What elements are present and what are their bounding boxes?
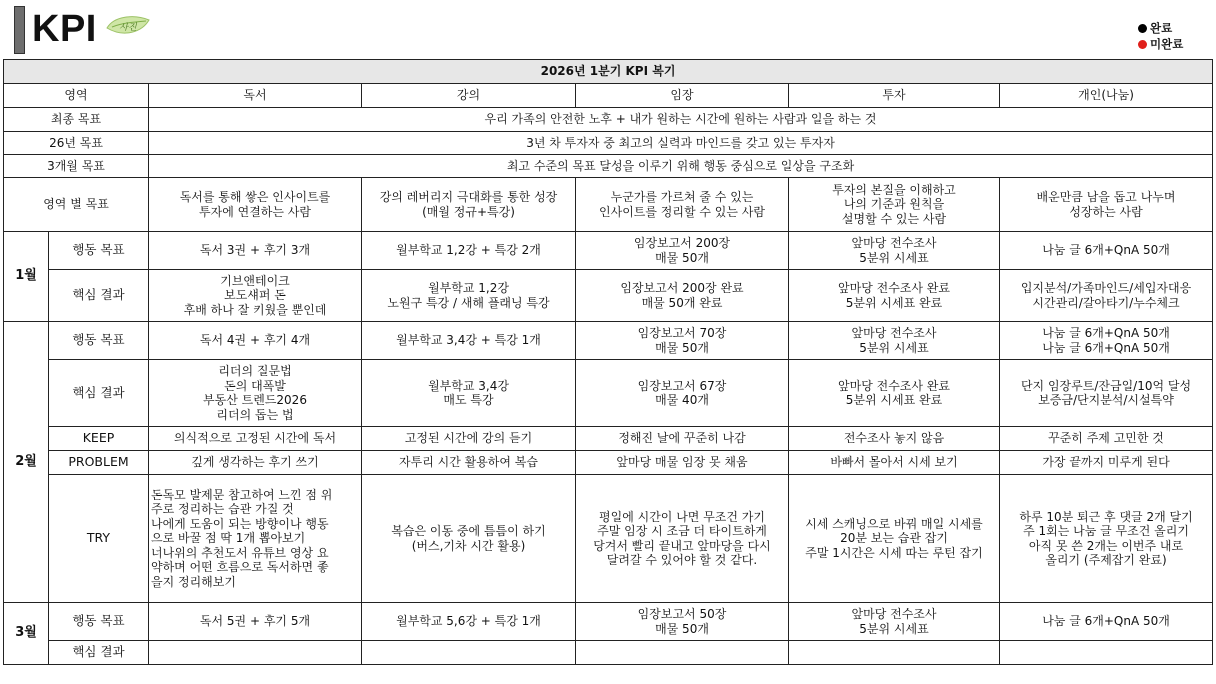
legend [1138,20,1183,52]
year-goal-label: 26년 목표 [4,132,149,155]
table-cell: 임장보고서 50장 매물 50개 [576,603,789,641]
table-cell: 독서 5권 + 후기 5개 [149,603,362,641]
table-cell: 정해진 날에 꾸준히 나감 [576,427,789,451]
mar-result-row [4,641,1213,665]
table-cell: 깊게 생각하는 후기 쓰기 [149,451,362,475]
feb-problem-row [4,451,1213,475]
table-cell: 앞마당 전수조사 5분위 시세표 [789,603,1000,641]
table-cell: 임장보고서 200장 매물 50개 [576,232,789,270]
header-reading: 독서 [149,84,362,108]
table-cell: 평일에 시간이 나면 무조건 가기 주말 임장 시 조금 더 타이트하게 당겨서 빨리 끝내고 앞마당을 다시 달려갈 수 있어야 할 것 같다. [576,475,789,603]
feb-action-row [4,322,1213,360]
header-personal: 개인(나눔) [1000,84,1213,108]
final-goal-label: 최종 목표 [4,108,149,132]
table-cell: 앞마당 전수조사 완료 5분위 시세표 완료 [789,270,1000,322]
table-cell: 꾸준히 주제 고민한 것 [1000,427,1213,451]
leaf-stamp-icon [104,12,152,40]
header-lecture: 강의 [362,84,576,108]
row-label: TRY [49,475,149,603]
quarter-goal-text: 최고 수준의 목표 달성을 이루기 위해 행동 중심으로 일상을 구조화 [149,155,1213,178]
table-cell: 단지 임장루트/잔금일/10억 달성 보증금/단지분석/시설특약 [1000,360,1213,427]
header-area: 영역 [4,84,149,108]
table-cell: 의식적으로 고정된 시간에 독서 [149,427,362,451]
table-cell: 바빠서 몰아서 시세 보기 [789,451,1000,475]
table-cell [362,641,576,665]
area-goal-cell: 강의 레버리지 극대화를 통한 성장 (매월 정규+특강) [362,178,576,232]
table-cell: 독서 3권 + 후기 3개 [149,232,362,270]
jan-action-row [4,232,1213,270]
table-cell: 고정된 시간에 강의 듣기 [362,427,576,451]
table-caption: 2026년 1분기 KPI 복기 [4,60,1213,84]
month-jan: 1월 [4,232,49,322]
table-cell: 독서 4권 + 후기 4개 [149,322,362,360]
row-label: 핵심 결과 [49,360,149,427]
table-cell: 나눔 글 6개+QnA 50개 [1000,603,1213,641]
area-goal-cell: 배운만큼 남을 돕고 나누며 성장하는 사람 [1000,178,1213,232]
table-cell: 나눔 글 6개+QnA 50개 [1000,232,1213,270]
row-label: KEEP [49,427,149,451]
final-goal-row [4,108,1213,132]
table-cell: 앞마당 전수조사 완료 5분위 시세표 완료 [789,360,1000,427]
table-cell: 앞마당 매물 임장 못 채움 [576,451,789,475]
table-cell: 시세 스캐닝으로 바꿔 매일 시세를 20분 보는 습관 잡기 주말 1시간은 시세 따는 루틴 잡기 [789,475,1000,603]
feb-result-row [4,360,1213,427]
table-cell: 월부학교 3,4강 + 특강 1개 [362,322,576,360]
header-investment: 투자 [789,84,1000,108]
area-goal-cell: 투자의 본질을 이해하고 나의 기준과 원칙을 설명할 수 있는 사람 [789,178,1000,232]
red-dot-icon [1138,40,1147,49]
table-cell: 돈독모 발제문 참고하여 느낀 점 위 주로 정리하는 습관 가질 것 나에게 도움이 되는 방향이나 행동 으로 바꿀 점 딱 1개 뽑아보기 너나위의 추천도서 유튜브 영상 요 약하며 어떤 흐름으로 독서하면 좋 을지 정리해보기 [149,475,362,603]
table-cell [1000,641,1213,665]
row-label: 행동 목표 [49,232,149,270]
page-title: KPI [32,8,97,50]
table-cell: 임장보고서 70장 매물 50개 [576,322,789,360]
month-feb: 2월 [4,322,49,603]
feb-try-row [4,475,1213,603]
area-goal-cell: 독서를 통해 쌓은 인사이트를 투자에 연결하는 사람 [149,178,362,232]
area-goal-label: 영역 별 목표 [4,178,149,232]
table-cell: 자투리 시간 활용하여 복습 [362,451,576,475]
table-cell: 입지분석/가족마인드/세입자대응 시간관리/갈아타기/누수체크 [1000,270,1213,322]
row-label: 행동 목표 [49,322,149,360]
table-cell [789,641,1000,665]
legend-item-done [1138,20,1183,36]
kpi-table [3,59,1213,665]
row-label: 핵심 결과 [49,641,149,665]
header-row [4,84,1213,108]
table-cell: 앞마당 전수조사 5분위 시세표 [789,322,1000,360]
table-cell: 임장보고서 200장 완료 매물 50개 완료 [576,270,789,322]
table-cell: 복습은 이동 중에 틈틈이 하기 (버스,기차 시간 활용) [362,475,576,603]
legend-label-not-done: 미완료 [1150,37,1184,51]
legend-item-not-done [1138,36,1183,52]
year-goal-text: 3년 차 투자자 중 최고의 실력과 마인드를 갖고 있는 투자자 [149,132,1213,155]
table-cell: 전수조사 놓지 않음 [789,427,1000,451]
legend-label-done: 완료 [1150,21,1173,35]
table-cell: 임장보고서 67장 매물 40개 [576,360,789,427]
black-dot-icon [1138,24,1147,33]
table-cell: 앞마당 전수조사 5분위 시세표 [789,232,1000,270]
final-goal-text: 우리 가족의 안전한 노후 + 내가 원하는 시간에 원하는 사람과 일을 하는 것 [149,108,1213,132]
row-label: PROBLEM [49,451,149,475]
table-cell: 리더의 질문법 돈의 대폭발 부동산 트렌드2026 리더의 돕는 법 [149,360,362,427]
table-cell: 가장 끝까지 미루게 된다 [1000,451,1213,475]
table-cell: 나눔 글 6개+QnA 50개 나눔 글 6개+QnA 50개 [1000,322,1213,360]
header-imjang: 임장 [576,84,789,108]
row-label: 핵심 결과 [49,270,149,322]
table-cell: 월부학교 5,6강 + 특강 1개 [362,603,576,641]
stamp-text: 사진 [119,23,137,33]
table-cell: 월부학교 3,4강 매도 특강 [362,360,576,427]
area-goal-row [4,178,1213,232]
feb-keep-row [4,427,1213,451]
year-goal-row [4,132,1213,155]
row-label: 행동 목표 [49,603,149,641]
jan-result-row [4,270,1213,322]
page-header [0,0,1216,58]
mar-action-row [4,603,1213,641]
title-accent-bar [14,6,25,54]
table-cell: 기브앤테이크 보도섀퍼 돈 후배 하나 잘 키웠을 뿐인데 [149,270,362,322]
table-cell [576,641,789,665]
area-goal-cell: 누군가를 가르쳐 줄 수 있는 인사이트를 정리할 수 있는 사람 [576,178,789,232]
table-cell [149,641,362,665]
quarter-goal-row [4,155,1213,178]
table-cell: 월부학교 1,2강 + 특강 2개 [362,232,576,270]
table-cell: 월부학교 1,2강 노원구 특강 / 새해 플래닝 특강 [362,270,576,322]
quarter-goal-label: 3개월 목표 [4,155,149,178]
table-cell: 하루 10분 퇴근 후 댓글 2개 달기 주 1회는 나눔 글 무조건 올리기 아직 못 쓴 2개는 이번주 내로 올리기 (주제잡기 완료) [1000,475,1213,603]
month-mar: 3월 [4,603,49,665]
